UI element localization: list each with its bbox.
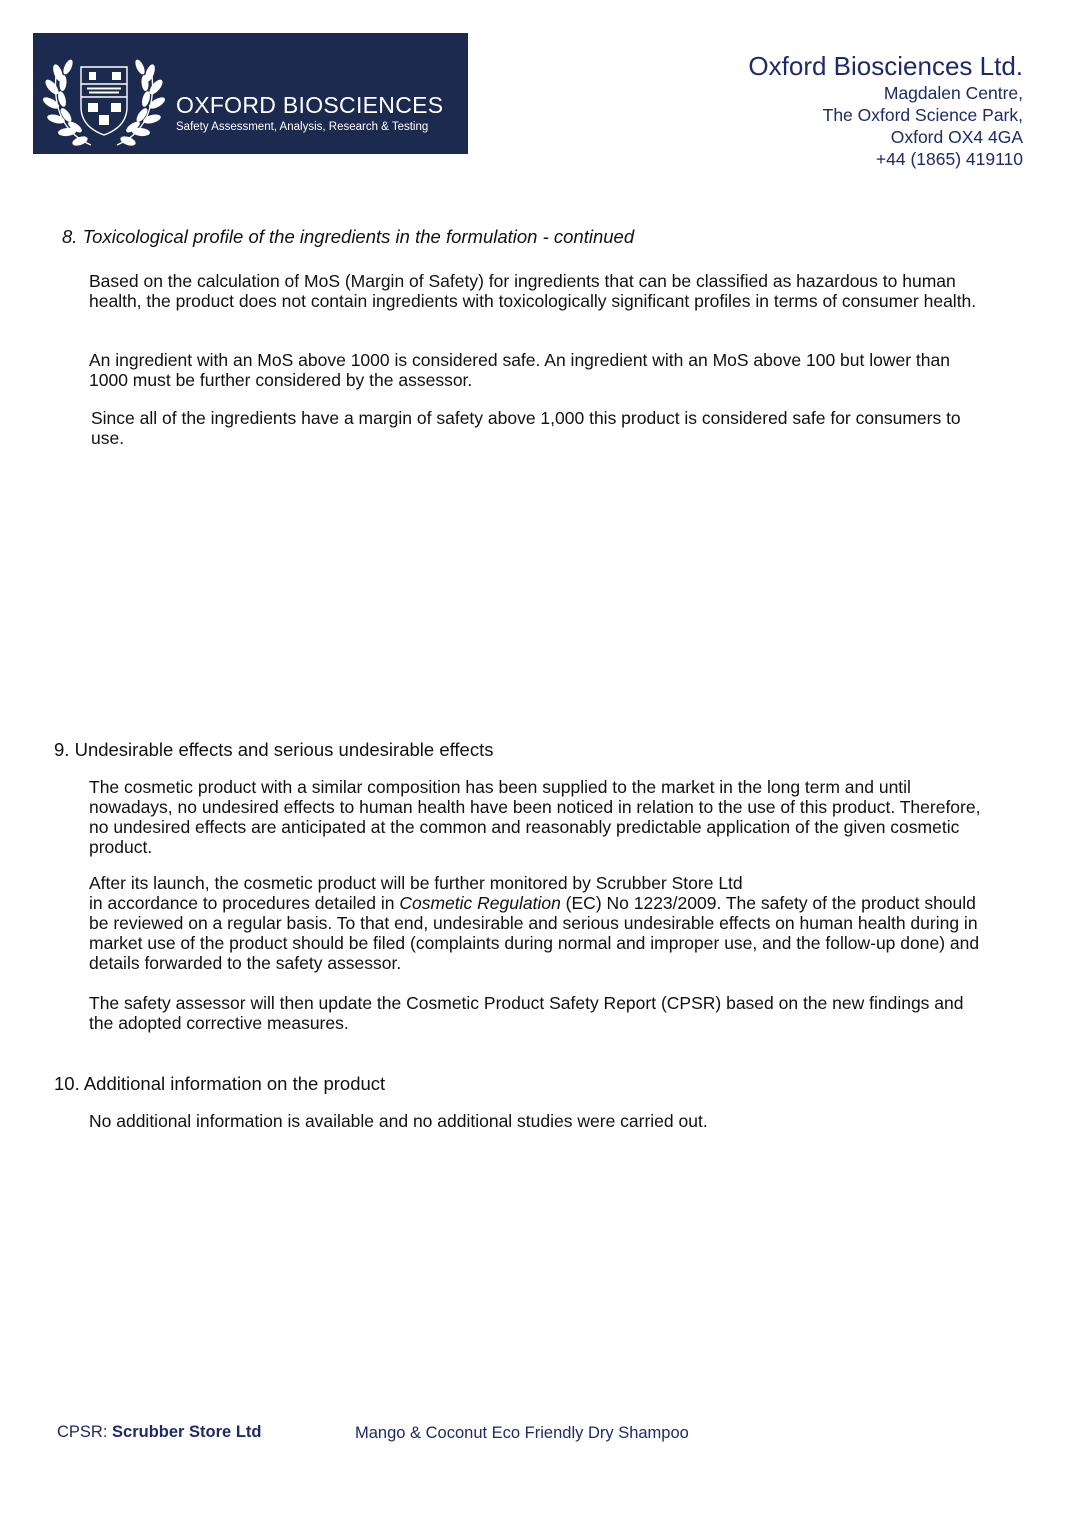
section-9-p2-post: (EC) No 1223/2009. The safety of the product should be reviewed on a regular basis. To that end, undesirable and serious undesirable effects on human health during in market use of the product should be filed (complaints during normal and improper use, and the follow-up done) and details forwarded to the safety assessor. [89, 893, 980, 973]
section-9-p2-line1: After its launch, the cosmetic product will be further monitored by Scrubber Store Ltd [89, 873, 743, 893]
section-9-number: 9. [54, 739, 70, 760]
footer-cpsr-label: CPSR: [57, 1423, 108, 1441]
section-10-title: Additional information on the product [83, 1073, 386, 1094]
section-9-title: Undesirable effects and serious undesirable effects [74, 739, 494, 760]
section-10-number: 10. [54, 1073, 80, 1094]
logo-title: OXFORD BIOSCIENCES [176, 92, 444, 118]
section-8-paragraph-3: Since all of the ingredients have a margin of safety above 1,000 this product is considered safe for consumers to use. [91, 408, 961, 448]
laurel-crest-icon [41, 37, 167, 151]
footer-client-name: Scrubber Store Ltd [112, 1423, 262, 1441]
section-10-heading [54, 1073, 385, 1095]
regulation-name: Cosmetic Regulation [399, 893, 561, 913]
footer-cpsr [57, 1423, 261, 1442]
address-line-1: Magdalen Centre, [883, 83, 1023, 103]
address-line-3: Oxford OX4 4GA [890, 127, 1023, 147]
company-logo [33, 33, 468, 154]
phone-number: +44 (1865) 419110 [875, 149, 1023, 169]
footer-product-name: Mango & Coconut Eco Friendly Dry Shampoo [355, 1424, 689, 1442]
logo-tagline: Safety Assessment, Analysis, Research & Testing [176, 121, 429, 133]
section-9-paragraph-2 [89, 873, 989, 973]
address-line-2: The Oxford Science Park, [822, 105, 1023, 125]
section-9-paragraph-3: The safety assessor will then update the Cosmetic Product Safety Report (CPSR) based on the new findings and the adopted corrective measures. [89, 993, 964, 1033]
company-address-block [748, 50, 1023, 170]
section-8-paragraph-2: An ingredient with an MoS above 1000 is considered safe. An ingredient with an MoS above 100 but lower than 1000 must be further considered by the assessor. [89, 350, 950, 390]
section-8-paragraph-1: Based on the calculation of MoS (Margin of Safety) for ingredients that can be classified as hazardous to human health, the product does not contain ingredients with toxicologically significant profiles in terms of consumer health. [89, 271, 977, 311]
section-9-p2-pre: in accordance to procedures detailed in [89, 893, 400, 913]
section-9-heading [54, 739, 493, 761]
section-10-paragraph-1: No additional information is available and no additional studies were carried out. [89, 1111, 708, 1131]
section-8-heading: 8. Toxicological profile of the ingredients in the formulation - continued [62, 226, 635, 247]
company-name: Oxford Biosciences Ltd. [748, 51, 1023, 81]
section-9-paragraph-1: The cosmetic product with a similar composition has been supplied to the market in the long term and until nowadays, no undesired effects to human health have been noticed in relation to the use of this product. Therefore, no undesired effects are anticipated at the common and reasonably predictable application of the given cosmetic product. [89, 777, 981, 857]
